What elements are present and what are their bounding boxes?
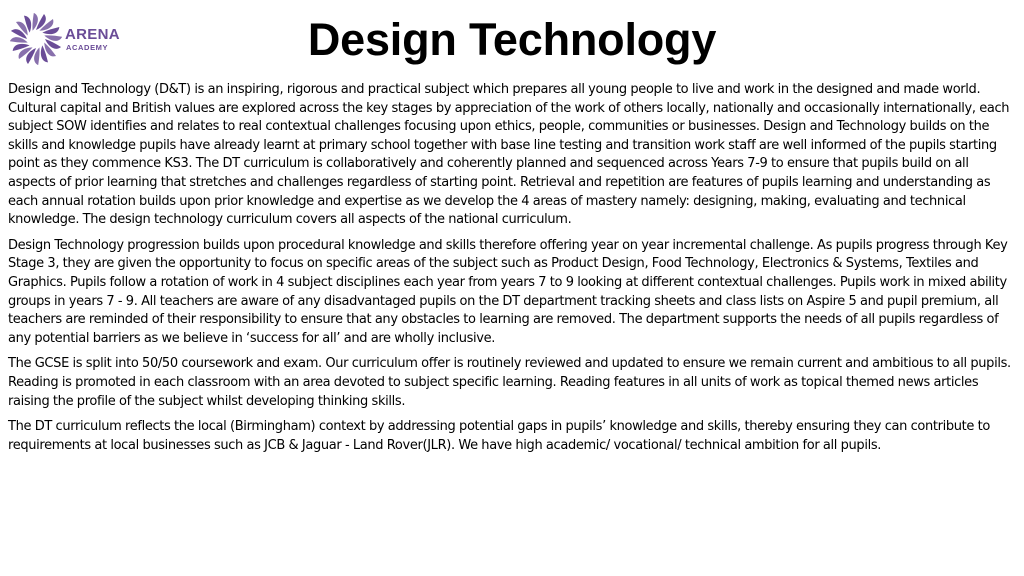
paragraph-local-context: The DT curriculum reflects the local (Birmingham) context by addressing potential gaps in pupils’ knowledge and skills, thereby ensuring they can contribute to requirements at local businesses such as JCB & Jaguar - Land Rover(JLR). We have high academic/ vocational/ technical ambition for all pupils. (8, 419, 990, 453)
paragraph-intro: Design and Technology (D&T) is an inspiring, rigorous and practical subject which prepares all young people to live and work in the designed and made world. Cultural capital and British values are explored across the key stages by appreciation of the work of others locally, nationally and occasionally internationally, each subject SOW identifies and relates to real contextual challenges focusing upon ethics, people, communities or businesses. Design and Technology builds on the skills and knowledge pupils have already learnt at primary school together with base line testing and transition work staff are well informed of the pupils starting point as they commence KS3. The DT curriculum is collaboratively and coherently planned and sequenced across Years 7-9 to ensure that pupils build on all aspects of prior learning that stretches and challenges regardless of starting point. Retrieval and repetition are features of pupils learning and understanding as each annual rotation builds upon prior knowledge and expertise as we develop the 4 areas of mastery namely: designing, making, evaluating and technical knowledge. The design technology curriculum covers all aspects of the national curriculum. (8, 82, 1010, 228)
paragraph-progression: Design Technology progression builds upon procedural knowledge and skills therefore offering year on year incremental challenge. As pupils progress through Key Stage 3, they are given the opportunity to focus on specific areas of the subject such as Product Design, Food Technology, Electronics & Systems, Textiles and Graphics. Pupils follow a rotation of work in 4 subject disciplines each year from years 7 to 9 looking at different contextual challenges. Pupils work in mixed ability groups in years 7 - 9. All teachers are aware of any disadvantaged pupils on the DT department tracking sheets and class lists on Aspire 5 and pupil premium, all teachers are reminded of their responsibility to ensure that any obstacles to learning are removed. The department supports the needs of all pupils regardless of any potential barriers as we believe in ‘success for all’ and are wholly inclusive. (8, 237, 1008, 346)
body-text (8, 81, 1018, 462)
page-title: Design Technology (307, 14, 717, 65)
logo-name: ARENA (65, 25, 120, 43)
logo-subtitle: ACADEMY (66, 42, 109, 52)
paragraph-gcse: The GCSE is split into 50/50 coursework and exam. Our curriculum offer is routinely reviewed and updated to ensure we remain current and ambitious to all pupils. Reading is promoted in each classroom with an area devoted to subject specific learning. Reading features in all units of work as topical themed news articles raising the profile of the subject whilst developing thinking skills. (8, 356, 1011, 409)
